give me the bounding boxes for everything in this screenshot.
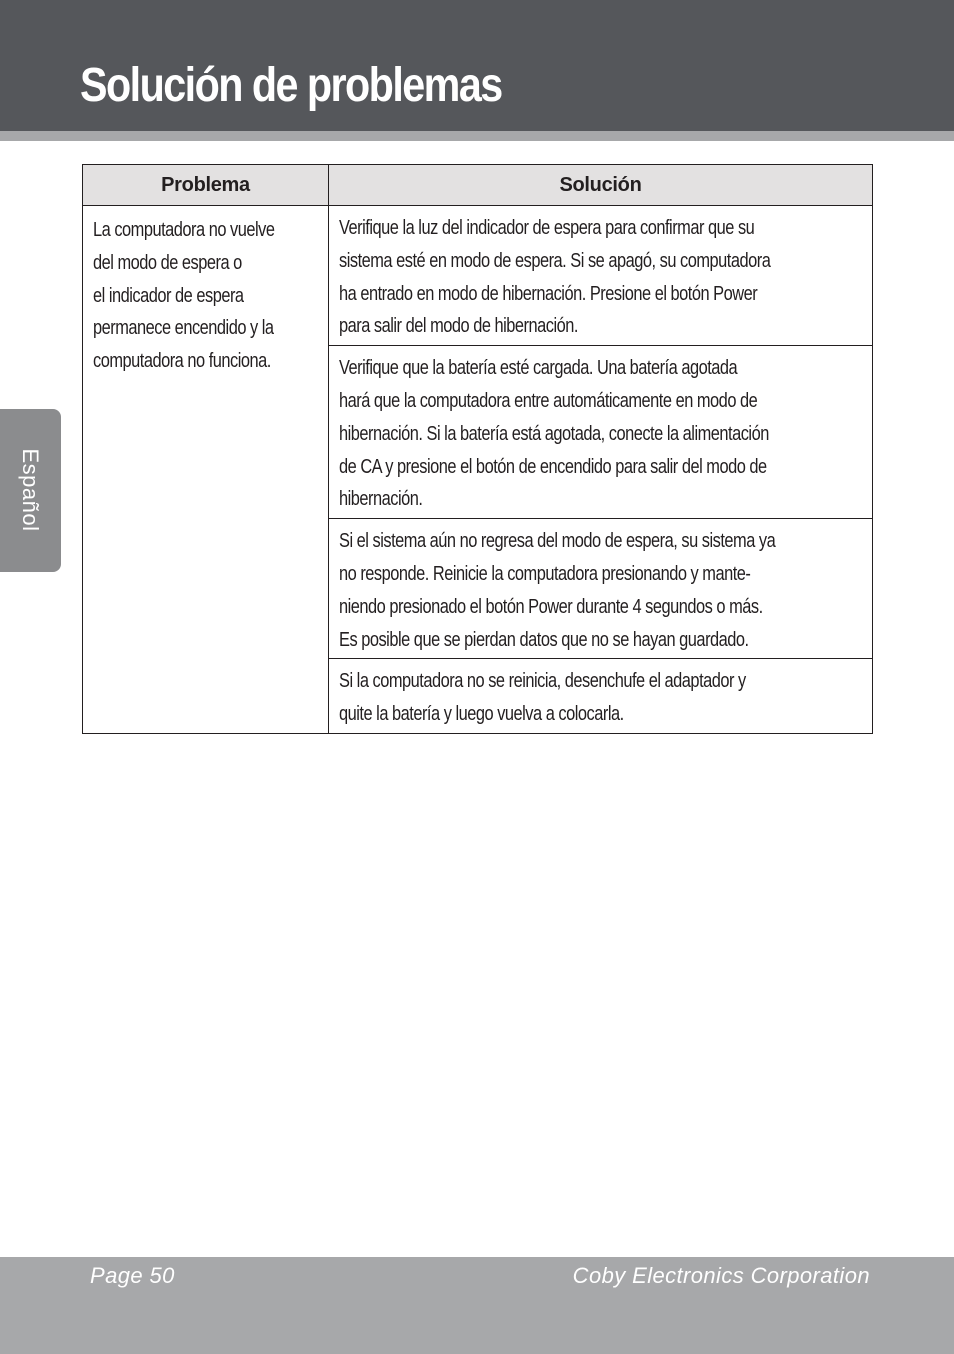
text-line: hibernación. Si la batería está agotada, conecte la alimentación <box>339 422 769 445</box>
text-line: hibernación. <box>339 488 423 511</box>
text-line: quite la batería y luego vuelva a colocarla. <box>339 703 624 726</box>
solution-cell <box>329 659 873 734</box>
text-line: La computadora no vuelve <box>93 219 275 241</box>
company-name: Coby Electronics Corporation <box>572 1263 870 1288</box>
text-line: no responde. Reinicie la computadora presionando y mante- <box>339 562 751 585</box>
text-line: permanece encendido y la <box>93 317 274 340</box>
text-line: Si la computadora no se reinicia, desenchufe el adaptador y <box>339 670 746 693</box>
text-line: el indicador de espera <box>93 284 244 307</box>
text-line: Si el sistema aún no regresa del modo de espera, su sistema ya <box>339 530 776 553</box>
text-line: del modo de espera o <box>93 251 242 274</box>
text-line: ha entrado en modo de hibernación. Presione el botón Power <box>339 282 758 305</box>
table-row <box>83 206 873 346</box>
column-header-problem: Problema <box>83 165 329 206</box>
text-line: Verifique la luz del indicador de espera para confirmar que su <box>339 217 755 239</box>
text-line: computadora no funciona. <box>93 350 271 373</box>
language-tab <box>0 409 61 572</box>
header-rule <box>0 131 954 141</box>
problem-cell <box>83 206 329 734</box>
text-line: niendo presionado el botón Power durante 4 segundos o más. <box>339 595 763 618</box>
text-line: para salir del modo de hibernación. <box>339 315 578 338</box>
solution-cell <box>329 346 873 519</box>
problem-text <box>93 214 286 378</box>
text-line: Es posible que se pierdan datos que no se hayan guardado. <box>339 628 749 651</box>
solution-text <box>339 352 776 516</box>
solution-text <box>339 665 776 731</box>
text-line: Verifique que la batería esté cargada. Una batería agotada <box>339 357 738 380</box>
solution-cell <box>329 206 873 346</box>
column-header-solution: Solución <box>329 165 873 206</box>
text-line: hará que la computadora entre automáticamente en modo de <box>339 389 758 412</box>
solution-cell <box>329 519 873 659</box>
language-tab-label: Español <box>18 448 43 532</box>
page-title: Solución de problemas <box>80 59 502 112</box>
text-line: sistema esté en modo de espera. Si se apagó, su computadora <box>339 249 771 272</box>
page-number: Page 50 <box>90 1263 175 1288</box>
table-header-row <box>83 165 873 206</box>
solution-text <box>339 212 776 343</box>
solution-text <box>339 525 776 656</box>
text-line: de CA y presione el botón de encendido para salir del modo de <box>339 455 767 478</box>
troubleshooting-table <box>82 164 873 734</box>
